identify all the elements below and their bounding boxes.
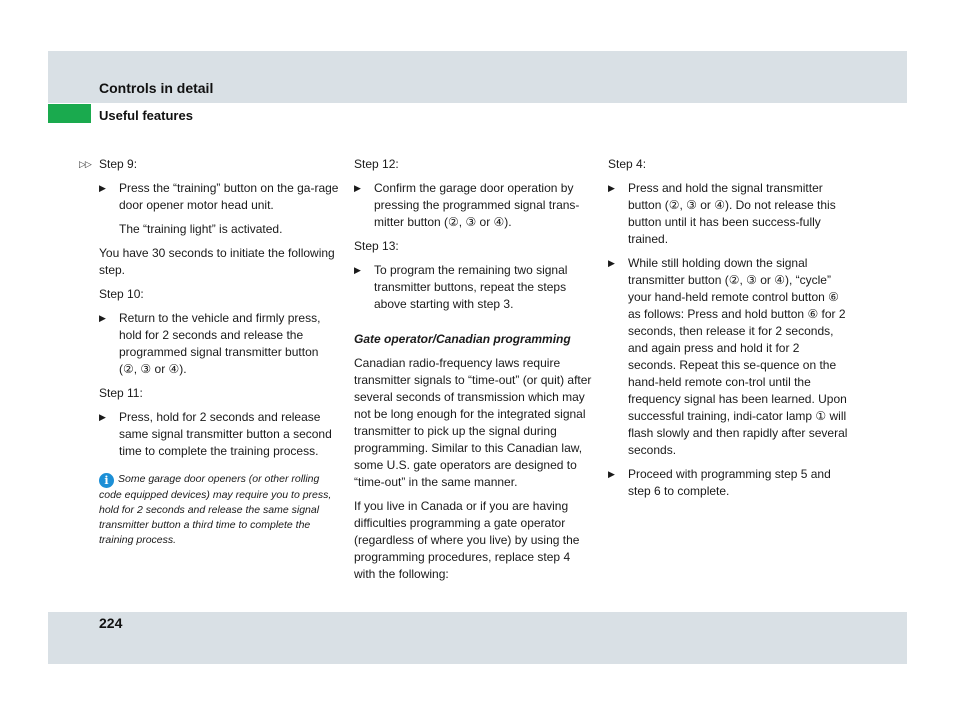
triangle-bullet-icon: ▶ bbox=[99, 412, 106, 422]
triangle-bullet-icon: ▶ bbox=[608, 469, 615, 479]
footer-band bbox=[48, 612, 907, 664]
section-tab-marker bbox=[48, 104, 91, 123]
step-13-instruction: ▶ To program the remaining two signal transmitter buttons, repeat the steps above starting with step 3. bbox=[354, 263, 568, 311]
triangle-bullet-icon: ▶ bbox=[354, 265, 361, 275]
step-13-label: Step 13: bbox=[354, 239, 399, 253]
replace-step-paragraph: If you live in Canada or if you are having difficulties programming a gate operator (regardless of where you live) by using the programming procedures, replace step 4 with the following: bbox=[354, 499, 580, 581]
step-11-instruction: ▶ Press, hold for 2 seconds and release same signal transmitter button a second time to complete the training process. bbox=[99, 410, 332, 458]
column-2 bbox=[354, 156, 594, 590]
triangle-bullet-icon: ▶ bbox=[354, 183, 361, 193]
triangle-bullet-icon: ▶ bbox=[608, 183, 615, 193]
step-9-label: Step 9: bbox=[99, 157, 138, 171]
step-4-label: Step 4: bbox=[608, 157, 647, 171]
step-9-instruction: ▶ Press the “training” button on the ga-rage door opener motor head unit. bbox=[99, 181, 339, 212]
step-12-label: Step 12: bbox=[354, 157, 399, 171]
step-9-result: The “training light” is activated. bbox=[119, 222, 283, 236]
triangle-bullet-icon: ▶ bbox=[608, 258, 615, 268]
triangle-bullet-icon: ▶ bbox=[99, 183, 106, 193]
step-4-instruction-2: ▶ While still holding down the signal transmitter button (②, ③ or ④), “cycle” your hand-held remote control button ⑥ as follows: Press and hold button ⑥ for 2 seconds, then release it for 2 seconds, and again press and hold it for 2 seconds. Repeat this se-quence on the hand-held remote con-trol until the frequency signal has been learned. Upon successful training, indi-cator lamp ① will flash slowly and then rapidly after several seconds. bbox=[608, 256, 848, 457]
continuation-arrows-icon: ▷▷ bbox=[79, 159, 91, 169]
triangle-bullet-icon: ▶ bbox=[99, 313, 106, 323]
step-10-instruction: ▶ Return to the vehicle and firmly press, hold for 2 seconds and release the programmed signal transmitter button (②, ③ or ④). bbox=[99, 311, 321, 376]
step-4-instruction-1: ▶ Press and hold the signal transmitter button (②, ③ or ④). Do not release this button until it has been success-fully trained. bbox=[608, 181, 836, 246]
step-10-label: Step 10: bbox=[99, 287, 144, 301]
step-9-paragraph: You have 30 seconds to initiate the following step. bbox=[99, 246, 335, 277]
info-icon: i bbox=[99, 473, 114, 488]
section-title: Controls in detail bbox=[99, 80, 214, 96]
gate-operator-heading: Gate operator/Canadian programming bbox=[354, 332, 571, 346]
step-11-label: Step 11: bbox=[99, 386, 143, 400]
info-note-text: Some garage door openers (or other rolling code equipped devices) may require you to press, hold for 2 seconds and release the same signal transmitter button a third time to complete the training process. bbox=[99, 473, 332, 546]
step-12-instruction: ▶ Confirm the garage door operation by pressing the programmed signal trans-mitter button (②, ③ or ④). bbox=[354, 181, 580, 229]
subsection-title: Useful features bbox=[99, 108, 193, 123]
step-4-instruction-3: ▶ Proceed with programming step 5 and step 6 to complete. bbox=[608, 467, 831, 498]
page-number: 224 bbox=[99, 615, 123, 631]
canadian-law-paragraph: Canadian radio-frequency laws require transmitter signals to “time-out” (or quit) after several seconds of transmission which may not be long enough for the integrated signal transmitter to pick up the signal during programming. Similar to this Canadian law, some U.S. gate operators are designed to “time-out” in the same manner. bbox=[354, 356, 592, 489]
column-1 bbox=[79, 156, 339, 548]
info-note bbox=[99, 472, 339, 548]
column-3 bbox=[608, 156, 848, 507]
